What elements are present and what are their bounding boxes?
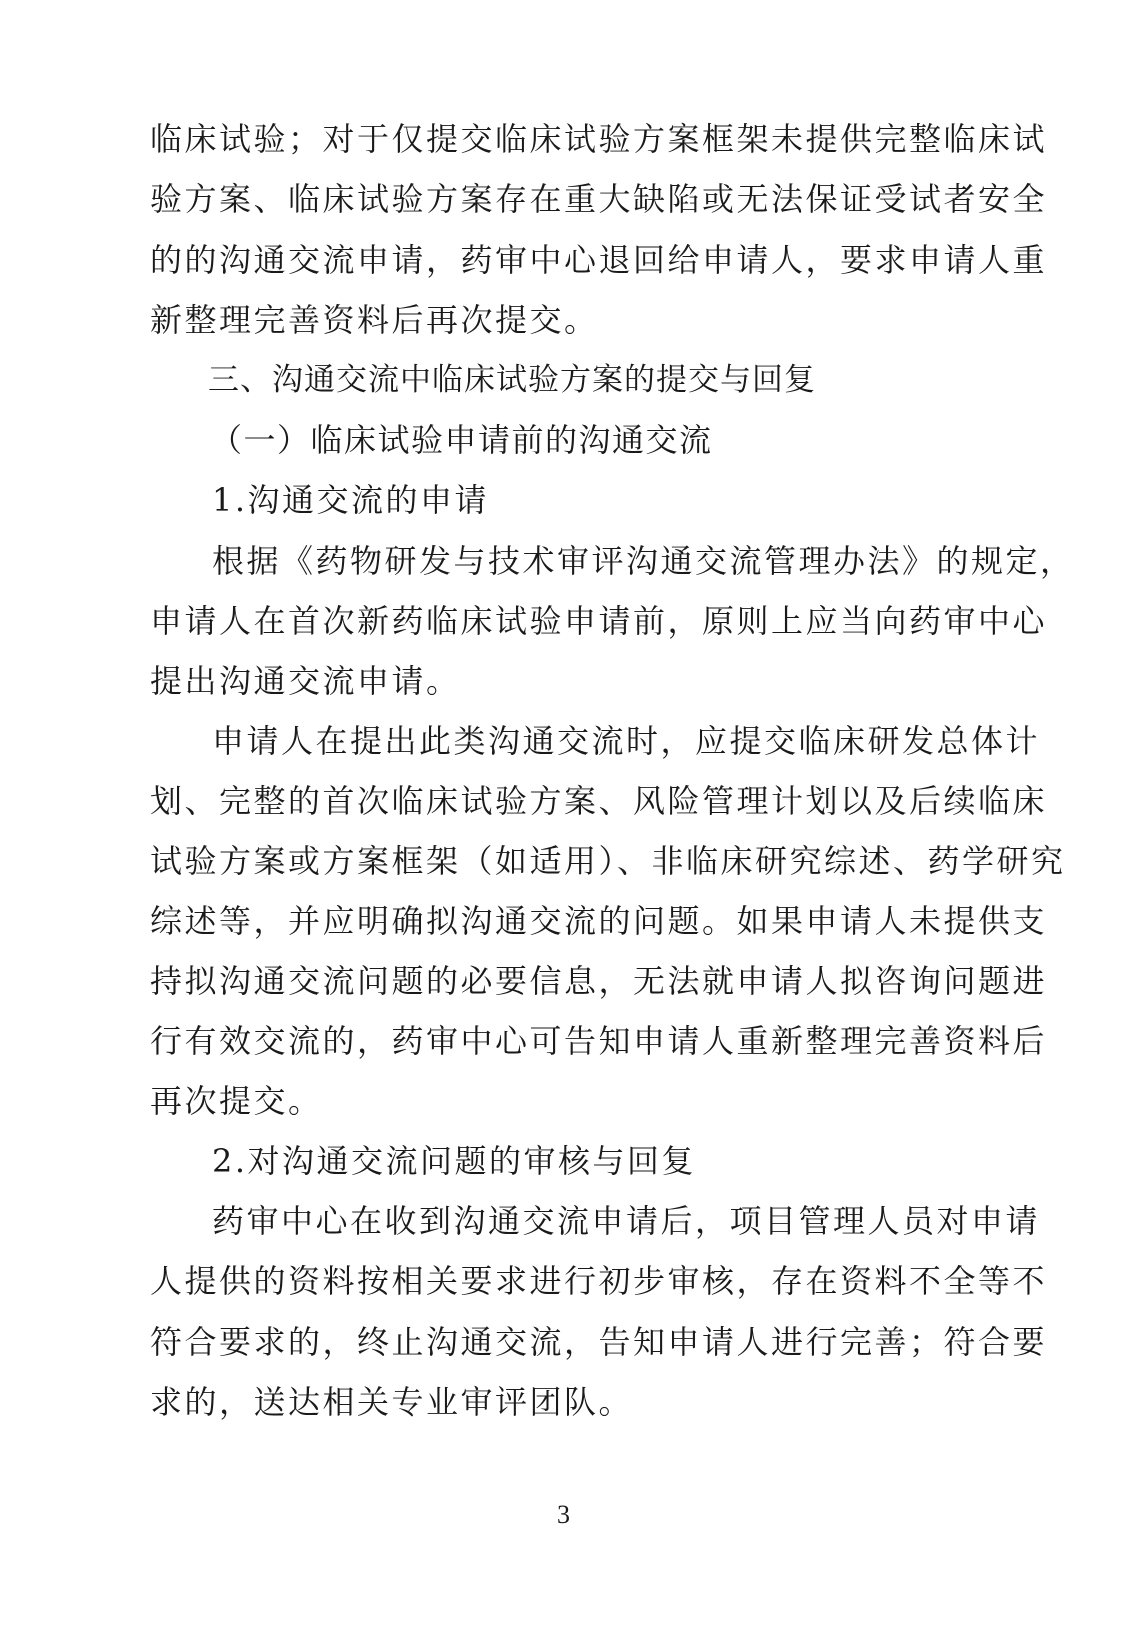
paragraph-line: 临床试验；对于仅提交临床试验方案框架未提供完整临床试: [150, 120, 1048, 158]
item-heading: 1.沟通交流的申请: [212, 481, 490, 519]
paragraph-line: 再次提交。: [150, 1082, 323, 1120]
paragraph-line: 行有效交流的，药审中心可告知申请人重新整理完善资料后: [150, 1022, 1048, 1060]
paragraph-line: 申请人在首次新药临床试验申请前，原则上应当向药审中心: [150, 602, 1048, 640]
paragraph-line: 求的，送达相关专业审评团队。: [150, 1383, 634, 1421]
paragraph-line: 综述等，并应明确拟沟通交流的问题。如果申请人未提供支: [150, 902, 1048, 940]
paragraph-line: 人提供的资料按相关要求进行初步审核，存在资料不全等不: [150, 1262, 1048, 1300]
paragraph-line: 药审中心在收到沟通交流申请后，项目管理人员对申请: [212, 1202, 1041, 1240]
paragraph-line: 划、完整的首次临床试验方案、风险管理计划以及后续临床: [150, 782, 1048, 820]
section-heading: 三、沟通交流中临床试验方案的提交与回复: [208, 362, 816, 398]
paragraph-line: 持拟沟通交流问题的必要信息，无法就申请人拟咨询问题进: [150, 962, 1048, 1000]
item-heading: 2.对沟通交流问题的审核与回复: [212, 1142, 697, 1180]
page-number: 3: [557, 1500, 570, 1529]
paragraph-line: 提出沟通交流申请。: [150, 662, 461, 700]
paragraph-line: 的的沟通交流申请，药审中心退回给申请人，要求申请人重: [150, 241, 1048, 279]
paragraph-line: 根据《药物研发与技术审评沟通交流管理办法》的规定，: [212, 542, 1075, 580]
paragraph-line: 申请人在提出此类沟通交流时，应提交临床研发总体计: [212, 722, 1041, 760]
paragraph-line: 新整理完善资料后再次提交。: [150, 301, 599, 339]
paragraph-line: 验方案、临床试验方案存在重大缺陷或无法保证受试者安全: [150, 180, 1048, 218]
paragraph-line: 试验方案或方案框架（如适用）、非临床研究综述、药学研究: [150, 842, 1066, 880]
subsection-heading: （一）临床试验申请前的沟通交流: [210, 421, 713, 459]
paragraph-line: 符合要求的，终止沟通交流，告知申请人进行完善；符合要: [150, 1323, 1048, 1361]
